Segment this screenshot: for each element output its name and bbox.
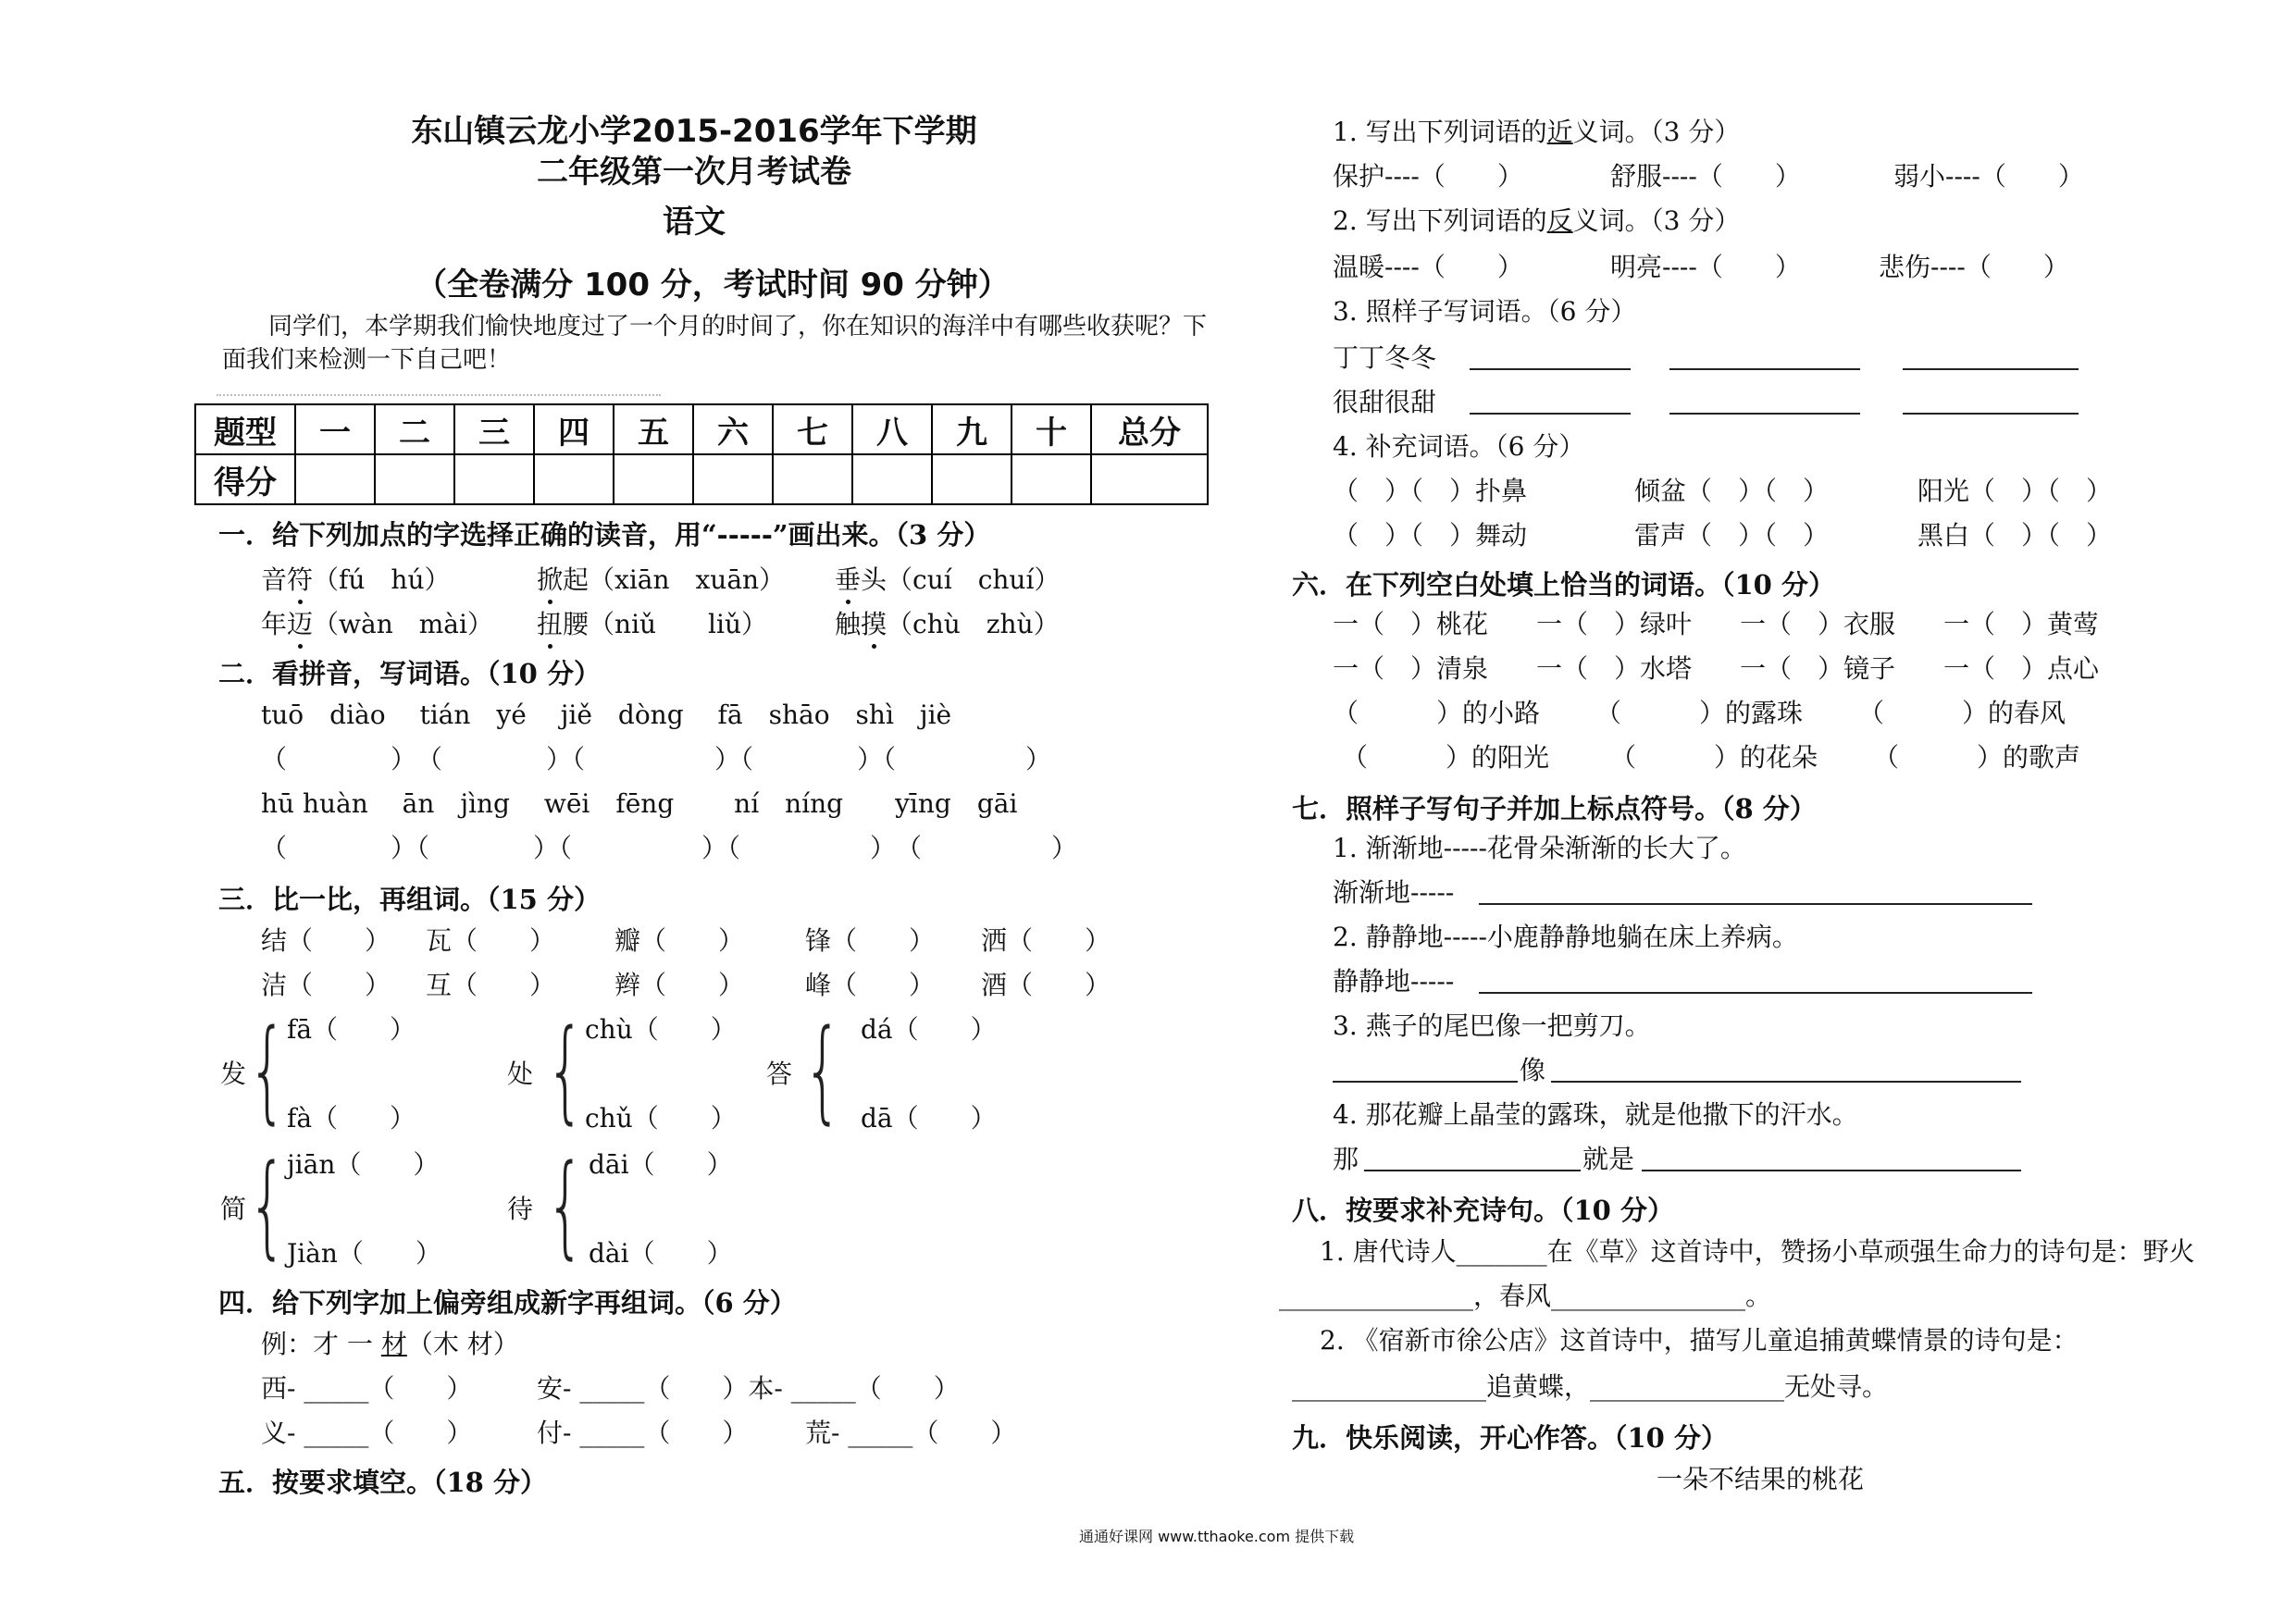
q5-item[interactable]: 舒服----（ ） — [1610, 161, 1801, 192]
q1-dotted-char: 扭 — [537, 609, 564, 639]
q9-story-title: 一朵不结果的桃花 — [1657, 1464, 1865, 1494]
q5-item[interactable]: 倾盆（ ）（ ） — [1634, 476, 1830, 506]
q3-item[interactable]: 酒（ ） — [981, 970, 1111, 1000]
q3-item[interactable]: 锋（ ） — [805, 925, 936, 956]
q2-pinyin-row: tuō diào tián yé jiě dòng fā shāo shì jiè — [261, 700, 952, 730]
q2-answer-row[interactable]: （ ）（ ）（ ）（ ） （ ） — [261, 833, 1078, 863]
q3-item[interactable]: 瓣（ ） — [614, 925, 745, 956]
q5-sub4: 4. 补充词语。（6 分） — [1333, 431, 1585, 462]
poly-reading[interactable]: dài（ ） — [589, 1238, 733, 1269]
page-footer: 通通好课网 www.tthaoke.com 提供下载 — [1079, 1528, 1355, 1545]
score-table-header-row — [195, 404, 1208, 454]
q3-item[interactable]: 互（ ） — [426, 970, 556, 1000]
q9-heading: 九．快乐阅读，开心作答。（10 分） — [1292, 1422, 1728, 1454]
q6-item[interactable]: （ ）的阳光 — [1342, 742, 1550, 773]
score-cell: 五 — [614, 404, 693, 454]
q8-heading: 八．按要求补充诗句。（10 分） — [1292, 1195, 1674, 1226]
q1-item — [537, 609, 767, 640]
score-cell: 题型 — [195, 404, 295, 454]
q1-item — [835, 609, 1060, 640]
exam-title-school: 东山镇云龙小学2015-2016学年下学期 — [411, 113, 977, 150]
q1-pinyin-options[interactable]: （niǔ liǔ） — [589, 609, 767, 639]
q6-item[interactable]: 一（ ）绿叶 — [1536, 609, 1693, 639]
score-cell: 得分 — [195, 454, 295, 504]
q2-answer-row[interactable]: （ ） （ ）（ ）（ ）（ ） — [261, 744, 1052, 774]
intro-line-2: 面我们来检测一下自己吧！ — [222, 346, 512, 374]
brace-icon: { — [248, 1142, 287, 1270]
poly-reading[interactable]: fā（ ） — [287, 1014, 416, 1045]
q5-sub1-text: 义词。（3 分） — [1572, 117, 1741, 147]
score-input-cell[interactable] — [773, 454, 852, 504]
poly-reading[interactable]: chù（ ） — [585, 1014, 737, 1045]
q5-sub1-text: 1. 写出下列词语的 — [1333, 117, 1547, 147]
poly-char: 答 — [766, 1059, 793, 1089]
poly-char: 简 — [220, 1194, 247, 1224]
q6-item[interactable]: （ ）的露珠 — [1595, 698, 1804, 728]
q4-item[interactable]: 安- _____（ ）本- _____（ ） — [537, 1373, 960, 1404]
score-cell: 九 — [932, 404, 1011, 454]
q2-heading: 二．看拼音，写词语。（10 分） — [218, 658, 601, 689]
q4-item[interactable]: 荒- _____（ ） — [805, 1418, 1017, 1448]
exam-subject: 语文 — [663, 204, 726, 241]
q1-char: 起 — [563, 564, 590, 595]
score-input-cell[interactable] — [295, 454, 375, 504]
q7-example: 3. 燕子的尾巴像一把剪刀。 — [1333, 1010, 1651, 1041]
brace-icon: { — [546, 1142, 585, 1270]
score-input-cell[interactable] — [852, 454, 932, 504]
q5-item[interactable]: 雷声（ ）（ ） — [1634, 520, 1830, 551]
q6-item[interactable]: （ ）的春风 — [1858, 698, 2066, 728]
score-input-cell[interactable] — [454, 454, 534, 504]
brace-icon: { — [803, 1007, 842, 1135]
poly-reading[interactable]: fà（ ） — [287, 1103, 416, 1134]
q3-item[interactable]: 峰（ ） — [805, 970, 936, 1000]
q3-item[interactable]: 洒（ ） — [981, 925, 1111, 956]
q4-heading: 四．给下列字加上偏旁组成新字再组词。（6 分） — [218, 1287, 797, 1319]
q5-item[interactable]: （ ）（ ）扑鼻 — [1333, 476, 1528, 506]
score-cell: 七 — [773, 404, 852, 454]
poly-reading[interactable]: Jiàn（ ） — [287, 1238, 441, 1269]
q7-answer-line[interactable] — [1479, 903, 2032, 905]
q6-item[interactable]: （ ）的花朵 — [1610, 742, 1818, 773]
q5-heading: 五．按要求填空。（18 分） — [218, 1467, 547, 1498]
score-cell: 六 — [693, 404, 773, 454]
q1-char: 腰 — [563, 609, 590, 639]
q5-answer-line[interactable] — [1669, 368, 1860, 370]
q7-answer-line[interactable] — [1364, 1170, 1581, 1171]
q5-item[interactable]: 明亮----（ ） — [1610, 252, 1801, 282]
q1-char: 年 — [261, 609, 288, 639]
q5-answer-line[interactable] — [1470, 368, 1631, 370]
q7-example: 2. 静静地-----小鹿静静地躺在床上养病。 — [1333, 922, 1798, 952]
score-input-cell[interactable] — [1091, 454, 1208, 504]
q6-item[interactable]: 一（ ）衣服 — [1740, 609, 1896, 639]
q7-answer-line[interactable] — [1479, 992, 2032, 994]
q1-item — [537, 564, 785, 596]
q5-item[interactable]: 黑白（ ）（ ） — [1917, 520, 2113, 551]
q2-pinyin-row: hū huàn ān jìng wēi fēng ní níng yīng gāi — [261, 788, 1018, 819]
q3-item[interactable]: 辫（ ） — [614, 970, 745, 1000]
q6-item[interactable]: （ ）的小路 — [1333, 698, 1541, 728]
q4-item[interactable]: 西- _____（ ） — [261, 1373, 473, 1404]
q1-dotted-char: 摸 — [861, 609, 887, 639]
brace-icon: { — [248, 1007, 287, 1135]
q1-pinyin-options[interactable]: （wàn mài） — [313, 609, 493, 639]
score-input-cell[interactable] — [534, 454, 614, 504]
poly-char: 处 — [507, 1059, 534, 1089]
score-cell: 十 — [1011, 404, 1091, 454]
q3-item[interactable]: 结（ ） — [261, 925, 391, 956]
score-input-cell[interactable] — [614, 454, 693, 504]
q5-item[interactable]: 保护----（ ） — [1333, 161, 1523, 192]
q5-example-word: 很甜很甜 — [1333, 387, 1437, 417]
q6-heading: 六．在下列空白处填上恰当的词语。（10 分） — [1292, 569, 1835, 601]
q7-prompt: 像 — [1520, 1055, 1546, 1085]
q1-pinyin-options[interactable]: （xiān xuān） — [589, 564, 786, 595]
q4-item[interactable]: 付- _____（ ） — [537, 1418, 749, 1448]
score-cell: 八 — [852, 404, 932, 454]
q4-example-answer: 材 — [380, 1329, 407, 1359]
q5-item[interactable]: 阳光（ ）（ ） — [1917, 476, 2113, 506]
q6-item[interactable]: 一（ ）桃花 — [1333, 609, 1489, 639]
q5-item[interactable]: （ ）（ ）舞动 — [1333, 520, 1528, 551]
q6-item[interactable]: 一（ ）镜子 — [1740, 653, 1896, 684]
q6-item[interactable]: 一（ ）水塔 — [1536, 653, 1693, 684]
q8-line: 2. 《宿新市徐公店》这首诗中，描写儿童追捕黄蝶情景的诗句是： — [1320, 1325, 2079, 1356]
q1-char: 音 — [261, 564, 288, 595]
q1-dotted-char: 掀 — [537, 564, 564, 595]
q5-sub3: 3. 照样子写词语。（6 分） — [1333, 296, 1637, 327]
score-cell: 总分 — [1091, 404, 1208, 454]
q5-sub2-key: 反 — [1546, 205, 1573, 236]
q3-item[interactable]: 瓦（ ） — [426, 925, 556, 956]
score-cell: 三 — [454, 404, 534, 454]
q5-answer-line[interactable] — [1470, 413, 1631, 415]
q5-answer-line[interactable] — [1669, 413, 1860, 415]
q5-item[interactable]: 悲伤----（ ） — [1879, 252, 2069, 282]
q1-pinyin-options[interactable]: （cuí chuí） — [887, 564, 1061, 595]
q1-heading: 一．给下列加点的字选择正确的读音，用“-----”画出来。（3 分） — [218, 519, 991, 551]
poly-reading[interactable]: dá（ ） — [861, 1014, 997, 1045]
q1-item — [261, 609, 493, 640]
score-input-cell[interactable] — [1011, 454, 1091, 504]
score-input-cell[interactable] — [932, 454, 1011, 504]
q7-example: 4. 那花瓣上晶莹的露珠，就是他撒下的汗水。 — [1333, 1099, 1858, 1130]
q6-item[interactable]: 一（ ）点心 — [1943, 653, 2100, 684]
q1-item — [261, 564, 451, 596]
score-table-score-row — [195, 454, 1208, 504]
q7-answer-line[interactable] — [1551, 1081, 2021, 1083]
q1-char: 头 — [861, 564, 887, 595]
q5-example-word: 丁丁冬冬 — [1333, 342, 1437, 373]
brace-icon: { — [546, 1007, 585, 1135]
exam-info: （全卷满分 100 分，考试时间 90 分钟） — [416, 266, 1010, 304]
q7-prompt: 静静地----- — [1333, 966, 1455, 997]
q1-item — [835, 564, 1060, 596]
poly-reading[interactable]: dāi（ ） — [589, 1149, 733, 1180]
poly-reading[interactable]: chǔ（ ） — [585, 1103, 737, 1134]
q1-pinyin-options[interactable]: （fú hú） — [313, 564, 451, 595]
q8-line[interactable]: 1. 唐代诗人_______在《草》这首诗中，赞扬小草顽强生命力的诗句是：野火 — [1320, 1236, 2195, 1267]
q8-line[interactable]: _______________追黄蝶，_______________无处寻。 — [1292, 1371, 1889, 1402]
q7-prompt: 就是 — [1582, 1144, 1635, 1174]
q8-line[interactable]: _______________，春风_______________。 — [1279, 1281, 1772, 1311]
q5-item[interactable]: 温暖----（ ） — [1333, 252, 1523, 282]
q4-example-word: （木 材） — [406, 1329, 519, 1359]
q4-item[interactable]: 义- _____（ ） — [261, 1418, 473, 1448]
poly-reading[interactable]: jiān（ ） — [287, 1149, 440, 1180]
q5-sub1-key: 近 — [1546, 117, 1573, 147]
dotted-divider — [217, 394, 661, 396]
q6-item[interactable]: （ ）的歌声 — [1873, 742, 2081, 773]
score-input-cell[interactable] — [375, 454, 454, 504]
intro-line-1: 同学们，本学期我们愉快地度过了一个月的时间了，你在知识的海洋中有哪些收获呢？下 — [268, 313, 1208, 341]
q1-char: 触 — [835, 609, 862, 639]
q1-dotted-char: 符 — [287, 564, 314, 595]
poly-char: 待 — [507, 1194, 534, 1224]
exam-title-grade: 二年级第一次月考试卷 — [537, 154, 851, 191]
q7-example: 1. 渐渐地-----花骨朵渐渐的长大了。 — [1333, 833, 1746, 863]
q6-item[interactable]: 一（ ）黄莺 — [1943, 609, 2100, 639]
q7-answer-line[interactable] — [1642, 1170, 2021, 1171]
score-table — [194, 403, 1209, 505]
q7-heading: 七．照样子写句子并加上标点符号。（8 分） — [1292, 793, 1817, 824]
poly-char: 发 — [220, 1059, 247, 1089]
q7-answer-line[interactable] — [1333, 1081, 1518, 1083]
q5-answer-line[interactable] — [1903, 368, 2079, 370]
q7-prompt: 那 — [1333, 1144, 1359, 1174]
poly-reading[interactable]: dā（ ） — [861, 1103, 997, 1134]
q7-prompt: 渐渐地----- — [1333, 877, 1455, 908]
q5-sub2-text: 2. 写出下列词语的 — [1333, 205, 1547, 236]
q4-example — [261, 1329, 519, 1360]
q3-heading: 三．比一比，再组词。（15 分） — [218, 884, 601, 915]
q4-example-prefix: 例：才 一 — [261, 1329, 381, 1359]
score-cell: 四 — [534, 404, 614, 454]
score-input-cell[interactable] — [693, 454, 773, 504]
q3-item[interactable]: 洁（ ） — [261, 970, 391, 1000]
q5-sub1 — [1333, 117, 1740, 148]
score-cell: 一 — [295, 404, 375, 454]
q1-dotted-char: 垂 — [835, 564, 862, 595]
q5-sub2 — [1333, 205, 1740, 237]
q5-item[interactable]: 弱小----（ ） — [1893, 161, 2084, 192]
q5-answer-line[interactable] — [1903, 413, 2079, 415]
score-cell: 二 — [375, 404, 454, 454]
q5-sub2-text: 义词。（3 分） — [1572, 205, 1741, 236]
q1-dotted-char: 迈 — [287, 609, 314, 639]
q6-item[interactable]: 一（ ）清泉 — [1333, 653, 1489, 684]
q1-pinyin-options[interactable]: （chù zhù） — [887, 609, 1060, 639]
